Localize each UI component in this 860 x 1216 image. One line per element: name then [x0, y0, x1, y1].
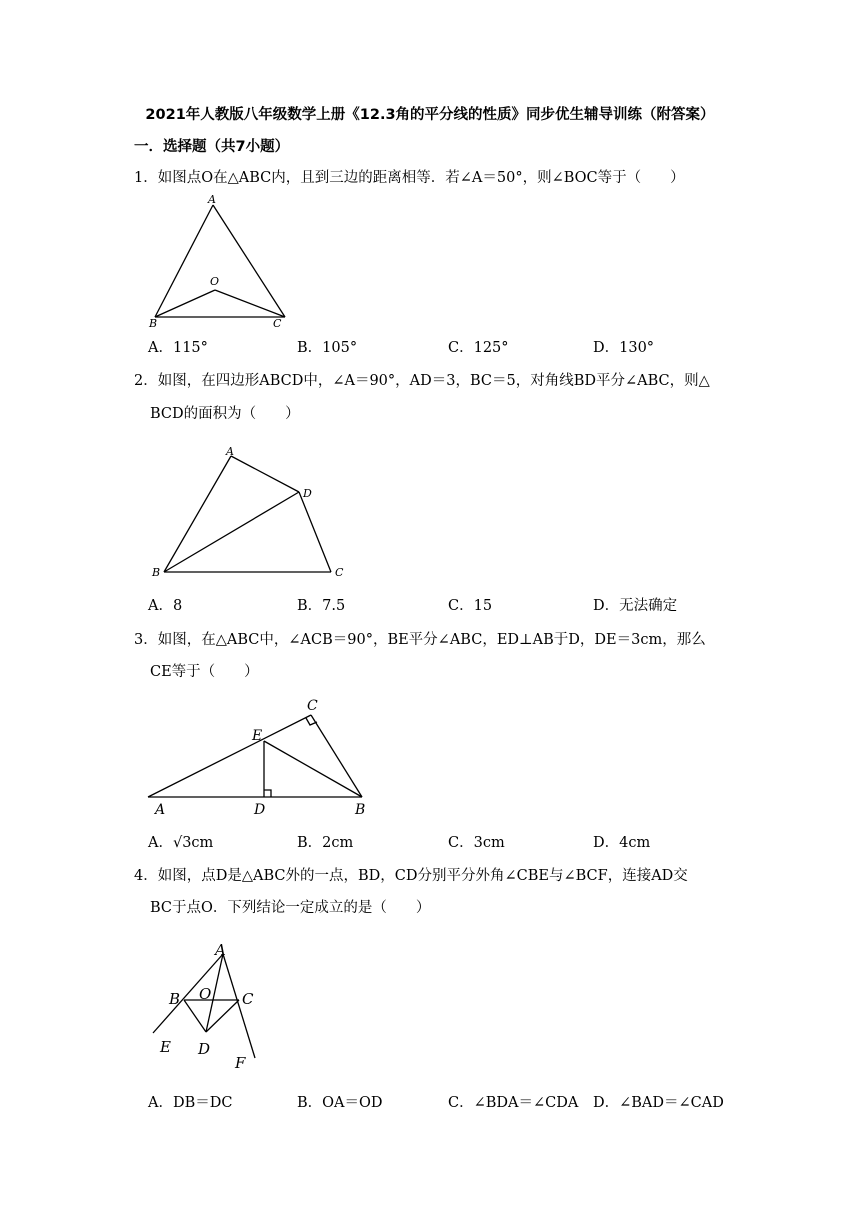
q4-label-c: C — [242, 990, 254, 1008]
q3-option-c: C．3cm — [448, 835, 505, 851]
q3-side-ac — [148, 715, 311, 797]
q4-option-c: C．∠BDA＝∠CDA — [448, 1095, 579, 1111]
q3-label-d: D — [254, 802, 266, 818]
q1-label-c: C — [273, 317, 282, 330]
q2-side-ab — [164, 456, 231, 572]
q2-option-c: C．15 — [448, 598, 493, 614]
q3-side-cb — [311, 715, 362, 797]
q4-line-ae — [153, 954, 223, 1033]
q3-right-angle-d — [264, 790, 271, 797]
q1-side-ab — [155, 205, 213, 317]
q4-label-d: D — [198, 1040, 211, 1058]
q1-label-o: O — [210, 275, 220, 288]
q2-side-ad — [231, 456, 299, 492]
q3-option-a: A．√3cm — [148, 835, 214, 851]
q2-option-a: A．8 — [148, 598, 183, 614]
q1-option-b: B．105° — [297, 340, 358, 356]
q1-segment-bo — [155, 290, 215, 317]
q3-label-a: A — [155, 802, 166, 818]
question-1-figure — [140, 190, 300, 330]
q2-label-d: D — [303, 487, 312, 500]
question-4-text-line2: BC于点O．下列结论一定成立的是（ ） — [150, 900, 431, 916]
question-4-figure — [140, 930, 290, 1085]
q4-option-d: D．∠BAD＝∠CAD — [593, 1095, 724, 1111]
question-3-text-line1: 3．如图，在△ABC中，∠ACB＝90°，BE平分∠ABC，ED⊥AB于D，DE＝3cm，那么 — [134, 632, 706, 648]
q2-label-b: B — [152, 566, 161, 579]
q2-side-dc — [299, 492, 331, 572]
q3-segment-be — [264, 741, 362, 797]
q4-label-a: A — [215, 941, 226, 959]
question-2-text-line1: 2．如图，在四边形ABCD中，∠A＝90°，AD＝3，BC＝5，对角线BD平分∠ABC，则△ — [134, 373, 710, 389]
q1-label-a: A — [208, 193, 216, 206]
q3-label-e: E — [252, 728, 263, 744]
section-heading: 一．选择题（共7小题） — [134, 139, 290, 155]
q4-label-o: O — [199, 985, 212, 1003]
q4-option-a: A．DB＝DC — [148, 1095, 233, 1111]
question-3-text-line2: CE等于（ ） — [150, 664, 259, 680]
q1-label-b: B — [149, 317, 158, 330]
q2-option-b: B．7.5 — [297, 598, 346, 614]
q1-option-c: C．125° — [448, 340, 509, 356]
q3-label-c: C — [307, 698, 318, 714]
question-2-figure — [140, 440, 360, 585]
question-1-text: 1．如图点O在△ABC内，且到三边的距离相等．若∠A＝50°，则∠BOC等于（ ） — [134, 170, 685, 186]
q1-side-ac — [213, 205, 285, 317]
q4-segment-cd — [206, 1000, 239, 1032]
q4-option-b: B．OA＝OD — [297, 1095, 383, 1111]
q2-diagonal-bd — [164, 492, 299, 572]
q3-option-b: B．2cm — [297, 835, 354, 851]
q2-label-c: C — [335, 566, 344, 579]
q2-label-a: A — [226, 445, 234, 458]
question-2-text-line2: BCD的面积为（ ） — [150, 406, 300, 422]
q3-label-b: B — [355, 802, 366, 818]
question-4-text-line1: 4．如图，点D是△ABC外的一点，BD，CD分别平分外角∠CBE与∠BCF，连接AD交 — [134, 868, 688, 884]
q2-option-d: D．无法确定 — [593, 598, 678, 614]
q4-segment-bd — [184, 1000, 206, 1032]
question-3-figure — [140, 690, 380, 825]
q4-label-f: F — [235, 1054, 246, 1072]
q1-segment-oc — [215, 290, 285, 317]
q3-option-d: D．4cm — [593, 835, 651, 851]
q1-option-a: A．115° — [148, 340, 208, 356]
q1-option-d: D．130° — [593, 340, 655, 356]
q4-label-b: B — [169, 990, 181, 1008]
document-title: 2021年人教版八年级数学上册《12.3角的平分线的性质》同步优生辅导训练（附答案） — [145, 107, 715, 123]
q4-label-e: E — [160, 1038, 171, 1056]
